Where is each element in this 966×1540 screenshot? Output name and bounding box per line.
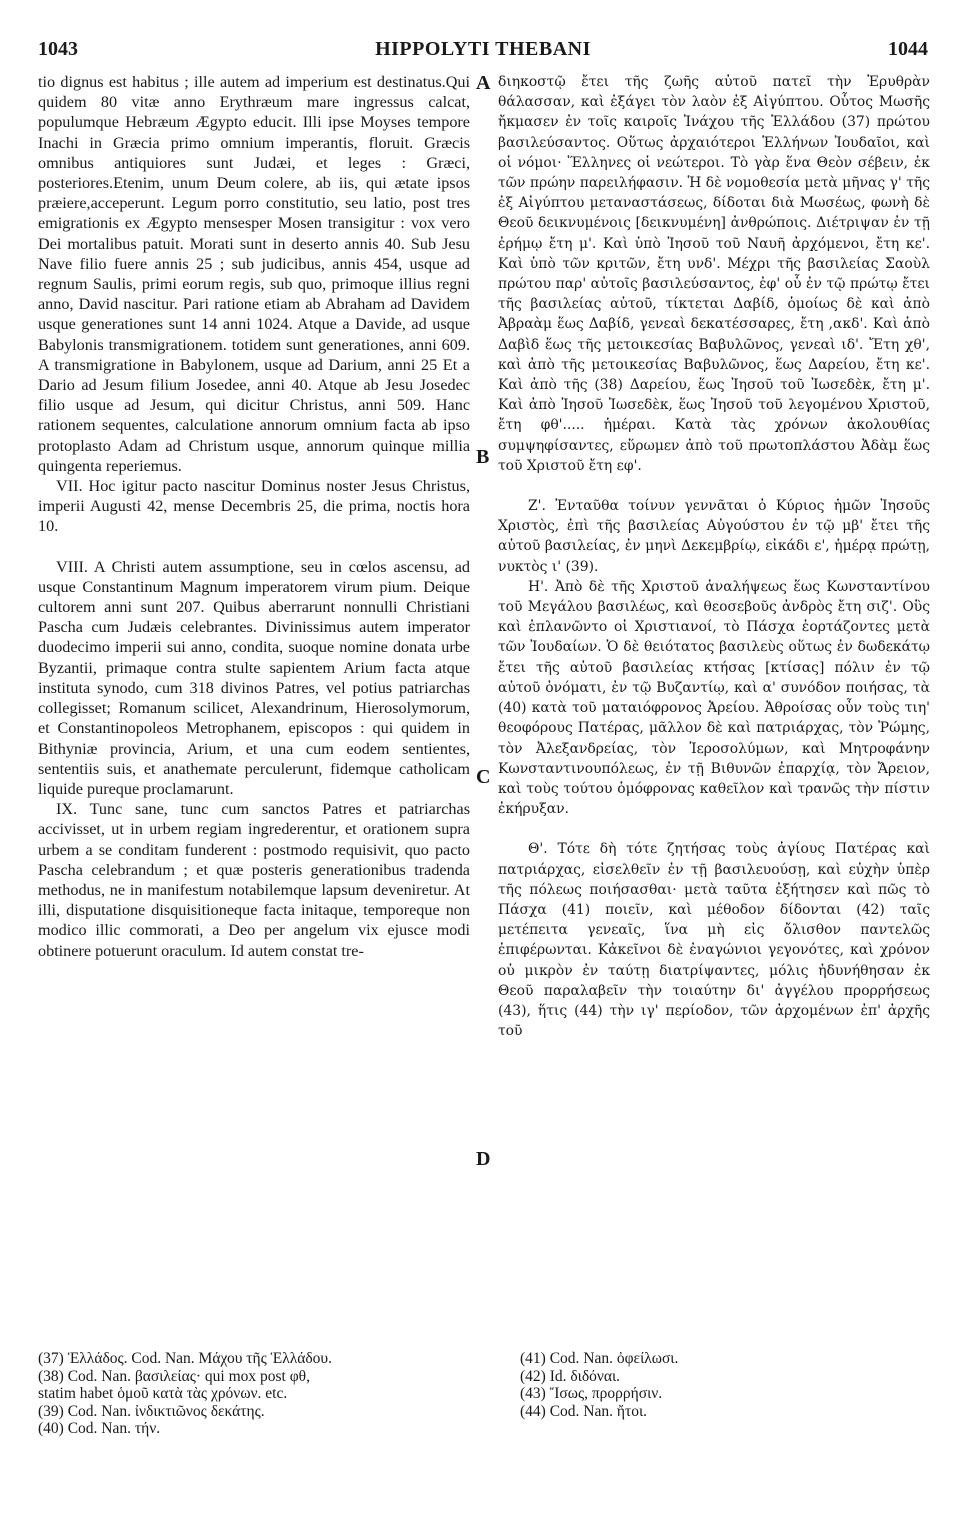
latin-paragraph: VII. Hoc igitur pacto nascitur Dominus noster Jesus Christus, imperii Augusti 42, mense Decembris 25, die prima, noctis hora 10.	[38, 477, 470, 536]
footnotes-right	[520, 1350, 930, 1420]
running-header	[38, 38, 928, 68]
greek-paragraph: Η'. Ἀπὸ δὲ τῆς Χριστοῦ ἀναλήψεως ἕως Κωνσταντίνου τοῦ Μεγάλου βασιλέως, καὶ θεοσεβοῦς ἀνδρὸς ἔτη σιζ'. Οὓς καὶ ἐπλανῶντο οἱ Χριστιανοί, τὸ Πάσχα ἑορτάζοντες μετὰ τῶν Ἰουδαίων. Ὁ δὲ θειότατος βασιλεὺς οὕτως ἐν δωδεκάτῳ ἔτει τῆς αὐτοῦ βασιλείας κτήσας [κτίσας] πόλιν ἐν τῷ αὐτοῦ ὀνόματι, ἐν τῷ Βυζαντίῳ, καὶ α' συνόδον ποιήσας, τὰ (40) κατὰ τοῦ ματαιόφρονος Ἀρείου. Ἀθροίσας οὖν τοὺς τιη' θεοφόρους Πατέρας, μᾶλλον δὲ καὶ πατριάρχας, τὸν Ῥώμης, τὸν Ἀλεξανδρείας, τὸν Ἱεροσολύμων, καὶ Μητροφάνην Κωνσταντινουπόλεως, ἐν τῇ Βιθυνῶν ἐπαρχίᾳ, τὸν Ἄρειον, καὶ τοὺς τούτου ὁμόφρονας καθεῖλον καὶ τρανῶς τὴν πίστιν ἐκήρυξαν.	[498, 578, 930, 818]
footnote: (40) Cod. Nan. τήν.	[38, 1420, 161, 1438]
footnote: (42) Id. διδόναι.	[520, 1367, 621, 1385]
greek-paragraph: διηκοστῷ ἔτει τῆς ζωῆς αὐτοῦ πατεῖ τὴν Ἐρυθρὰν θάλασσαν, καὶ ἐξάγει τὸν λαὸν ἐξ Αἰγύπτου. Οὗτος Μωσῆς ἤκμασεν ἐν τοῖς καιροῖς Ἰνάχου τῆς Ἑλλάδου (37) πρώτου βασιλεύσαντος. Οὕτως ἀρχαιότεροι Ἑλλήνων Ἰουδαῖοι, καὶ οἱ νόμοι· Ἕλληνες οἱ νεώτεροι. Τὸ γὰρ ἕνα Θεὸν σέβειν, ἐκ τῶν πρώην παρειλήφασιν. Ἡ δὲ νομοθεσία μετὰ μῆνας γ' τῆς ἐξ Αἰγύπτου μεταναστάσεως, δίδοται διὰ Μωσέως, φωνὴ δὲ Θεοῦ δεικνυμένοις [δεικνυμένη] ἀνθρώποις. Διέτριψαν ἐν τῇ ἐρήμῳ ἔτη μ'. Καὶ ὑπὸ Ἰησοῦ τοῦ Ναυῆ ἀρχόμενοι, ἔτη κε'. Καὶ ὑπὸ τῶν κριτῶν, ἔτη υνδ'. Μέχρι τῆς βασιλείας Σαοὺλ πρώτου παρ' αὐτοῖς βασιλεύσαντος, ἐφ' οὗ ἐν τῷ πρώτῳ ἔτει τῆς βασιλείας αὐτοῦ, τίκτεται Δαβίδ, ὁμοίως δὲ καὶ ἀπὸ Ἀβραὰμ ἕως Δαβίδ, γενεαὶ δεκατέσσαρες, ἔτη ,ακδ'. Καὶ ἀπὸ Δαβὶδ ἕως τῆς μετοικεσίας Βαβυλῶνος, γενεαὶ ιδ'. Ἔτη χθ', καὶ ἀπὸ τῆς μετοικεσίας Βαβυλῶνος, ἕως Δαρείου, ἔτη κε'. Καὶ ἀπὸ τῆς (38) Δαρείου, ἕως Ἰησοῦ τοῦ Ἰωσεδὲκ, ἔτη μ'. Καὶ ἀπὸ Ἰησοῦ Ἰωσεδὲκ, ἕως Ἰησοῦ τοῦ λεγομένου Χριστοῦ, ἔτη φθ'..... ἡμέραι. Κατὰ τὰς χρόνων ἀκολουθίας συμψηφίσαντες, εὕρωμεν ἀπὸ τοῦ πρωτοπλάστου Ἀδὰμ ἕως τοῦ Χριστοῦ ἔτη εφ'.	[498, 74, 930, 474]
footnote: statim habet ὁμοῦ κατὰ τὰς χρόνων. etc.	[38, 1385, 288, 1403]
running-title: HIPPOLYTI THEBANI	[375, 38, 591, 60]
latin-column	[38, 72, 470, 961]
latin-paragraph: tio dignus est habitus ; ille autem ad imperium est destinatus.Qui quidem 80 vitæ anno Erythræum mare ingressus calcat, populumque Hebræum Ægypto educit. Illi ipse Moyses tempore Inachi in Græcia primo omnium imperantis, floruit. Græcis omnibus antiquiores sunt Judæi, et leges : Græci, posteriores.Etenim, unum Deum colere, ab iis, qui ætate ipsos præiere,acceperunt. Legum porro constitutio, seu latio, post tres emigrationis ex Ægypto mensesper Mosen transigitur : vox vero Dei mortalibus patuit. Morati sunt in deserto annis 40. Sub Jesu Nave filio fuere annis 25 ; sub judicibus, annis 454, usque ad regnum Saulis, primi eorum regis, sub quo, primoque illius regni anno, David nascitur. Pari ratione etiam ab Abraham ad Davidem usque generationes sunt 14 anni 1024. Atque a Davide, ad usque Babylonis transmigrationem. totidem sunt generationes, anni 609. A transmigratione in Babylonem, usque ad Darium, anni 25 Et a Dario ad Jesum filium Josedee, anni 40. Atque ab Jesu Josedec filio usque ad Jesum, qui dicitur Christus, anni 509. Hanc rationem sequentes, calculatione annorum omnium facta ab ipso protoplasto Adam ad Christum usque, annorum quinque millia quingenta reperiemus.	[38, 73, 470, 475]
section-marker-d: D	[476, 1148, 491, 1170]
greek-paragraph: Ζ'. Ἐνταῦθα τοίνυν γεννᾶται ὁ Κύριος ἡμῶν Ἰησοῦς Χριστὸς, ἐπὶ τῆς βασιλείας Αὐγούστου ἐν τῷ μβ' ἔτει τῆς αὐτοῦ βασιλείας, ἐν μηνὶ Δεκεμβρίῳ, εἰκάδι ε', ἡμέρᾳ πρώτῃ, νυκτὸς ι' (39).	[498, 498, 930, 575]
section-marker-c: C	[476, 766, 491, 788]
latin-paragraph: VIII. A Christi autem assumptione, seu in cœlos ascensu, ad usque Constantinum Magnum imperatorem virum pium. Deique cultorem anni sunt 207. Quibus aberrarunt nonnulli Christiani Pascha cum Judæis celebrantes. Divinissimus autem imperator duodecimo imperii sui anno, condita, suoque nomine donata urbe Byzantii, primaque contra stulte sapientem Arium facta atque instituta synodo, cum 318 divinos Patres, vel potius patriarchas collegisset; Romanum scilicet, Alexandrinum, Hierosolymorum, et Constantinopoleos Metrophanem, episcopos : qui quidem in Bithyniæ provincia, Arium, et una cum eodem sentientes, sententiis suis, et anathemate perculerunt, fidemque catholicam liquide pureque proclamarunt.	[38, 557, 470, 798]
footnote: (37) Ἐλλάδος. Cod. Nan. Μάχου τῆς Ἑλλάδου.	[38, 1350, 332, 1367]
footnote: (38) Cod. Nan. βασιλείας· qui mox post φθ,	[38, 1367, 310, 1385]
section-marker-b: B	[476, 446, 490, 468]
footnotes-left	[38, 1350, 478, 1438]
greek-paragraph: Θ'. Τότε δὴ τότε ζητήσας τοὺς ἁγίους Πατέρας καὶ πατριάρχας, εἰσελθεῖν ἐν τῇ βασιλευούσῃ, καὶ εὐχὴν ὑπὲρ τῆς πόλεως ποιήσασθαι· μετὰ ταῦτα ἐξήτησεν καὶ πῶς τὸ Πάσχα (41) ποιεῖν, καὶ μέθοδον δίδονται (42) ταῖς μετέπειτα γενεαῖς, ἵνα μὴ εἰς ὄλισθον παντελῶς ἐπιφέρωνται. Κἀκεῖνοι δὲ ἐναγώνιοι γεγονότες, καὶ χρόνον οὐ μικρὸν ἐν ταύτῃ διατρίψαντες, μόλις ἠδυνήθησαν ἐκ Θεοῦ παραλαβεῖν τὴν τοιαύτην δι' ἀγγέλου προρρήσεως (43), ἥτις (44) τὴν ιγ' περίοδον, τῶν ἀρχομένων ἐπ' ἀρχῆς τοῦ	[498, 841, 930, 1040]
latin-paragraph: IX. Tunc sane, tunc cum sanctos Patres et patriarchas accivisset, ut in urbem regiam ingrederentur, et orationem supra urbem a se conditam funderent : postmodo requisivit, quo pacto Pascha celebrandum ; et quæ posteris generationibus tradenda methodus, ne in manifestum notabilemque lapsum deveniretur. At illi, disputatione disquisitioneque facta initaque, temporeque non modico illic commorati, a Deo per angelum vix ejusce modi obtinere potuerunt oraculum. Id autem constat tre-	[38, 800, 470, 960]
greek-column	[498, 72, 930, 1041]
section-marker-a: A	[476, 72, 491, 94]
page-number-right: 1044	[888, 38, 928, 60]
footnote: (43) Ἴσως, προρρήσιν.	[520, 1385, 663, 1403]
footnote: (39) Cod. Nan. ἰνδικτιῶνος δεκάτης.	[38, 1402, 265, 1420]
footnote: (41) Cod. Nan. ὀφείλωσι.	[520, 1350, 679, 1367]
footnote: (44) Cod. Nan. ἤτοι.	[520, 1402, 647, 1420]
page-number-left: 1043	[38, 38, 78, 60]
